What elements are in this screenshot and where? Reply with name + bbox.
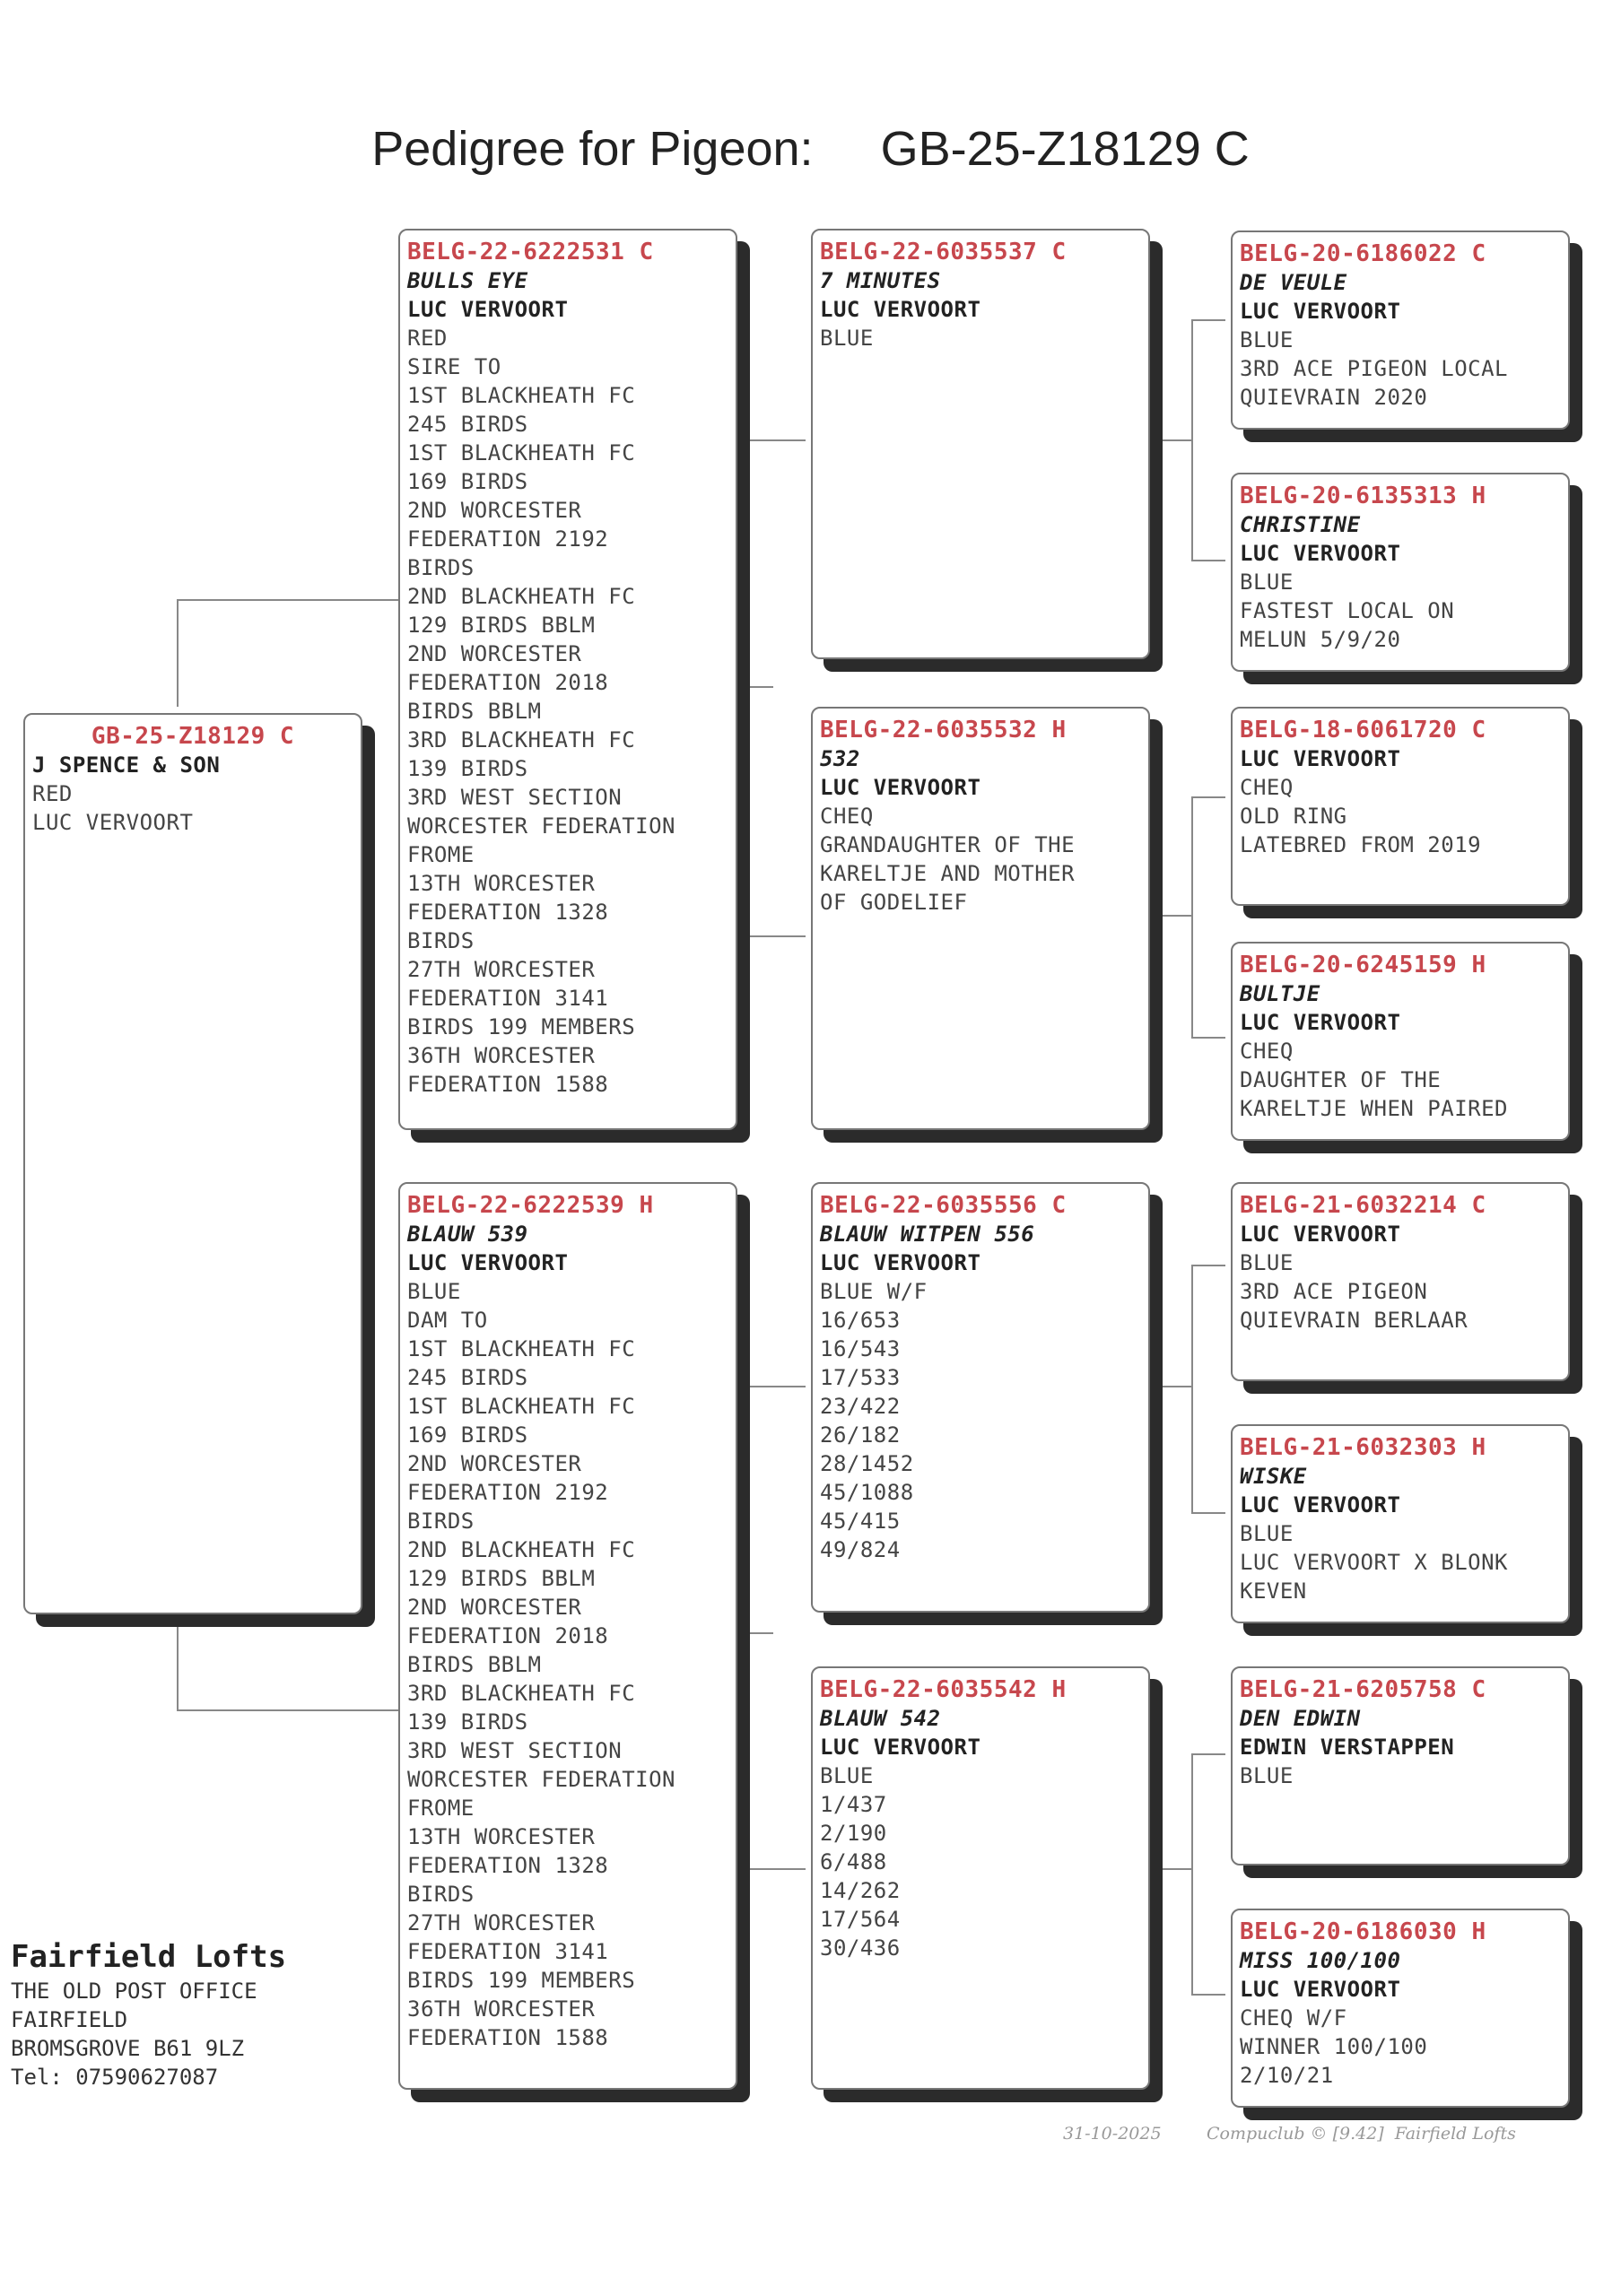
pigeon-name: DE VEULE: [1240, 270, 1347, 295]
sire-card: [398, 229, 737, 1130]
note-line: BIRDS 199 MEMBERS: [407, 1968, 636, 1993]
connector: [746, 686, 773, 688]
grandsire-card: [811, 1182, 1150, 1613]
note-line: 14/262: [820, 1878, 901, 1903]
note-line: FEDERATION 2192: [407, 1480, 609, 1505]
note-line: 2ND WORCESTER: [407, 1451, 582, 1476]
connector: [1191, 560, 1225, 561]
breeder: LUC VERVOORT: [407, 297, 569, 322]
phone-line: Tel: 07590627087: [11, 2065, 219, 2090]
breeder: LUC VERVOORT: [407, 1250, 569, 1275]
note-line: GRANDAUGHTER OF THE: [820, 832, 1076, 857]
note-line: 36TH WORCESTER: [407, 1043, 596, 1068]
ring-number: BELG-22-6222539 H: [407, 1192, 654, 1219]
great-grandparent-card: [1231, 942, 1570, 1141]
note-line: FEDERATION 1328: [407, 1853, 609, 1878]
connector: [1191, 1512, 1225, 1514]
note-line: 1ST BLACKHEATH FC: [407, 440, 636, 465]
note-line: DAM TO: [407, 1308, 488, 1333]
owner: J SPENCE & SON: [32, 752, 221, 778]
note-line: BLUE: [1240, 1521, 1294, 1546]
note-line: 2ND WORCESTER: [407, 641, 582, 666]
ring-number: BELG-22-6035537 C: [820, 239, 1067, 265]
ring-number: BELG-22-6035532 H: [820, 717, 1067, 744]
note-line: 169 BIRDS: [407, 469, 528, 494]
note-line: KEVEN: [1240, 1578, 1307, 1604]
subject-card: [23, 713, 362, 1614]
note-line: 16/653: [820, 1308, 901, 1333]
ring-number: BELG-22-6222531 C: [407, 239, 654, 265]
pigeon-name: 532: [820, 746, 860, 771]
note-line: 3RD ACE PIGEON LOCAL: [1240, 356, 1508, 381]
connector: [746, 1632, 773, 1634]
note-line: 1ST BLACKHEATH FC: [407, 1394, 636, 1419]
dam-card: [398, 1182, 737, 2090]
note-line: BIRDS: [407, 1882, 475, 1907]
great-grandparent-card: [1231, 1909, 1570, 2108]
note-line: 1/437: [820, 1792, 887, 1817]
note-line: 27TH WORCESTER: [407, 957, 596, 982]
pigeon-name: BLAUW 542: [820, 1706, 941, 1731]
great-grandparent-card: [1231, 1182, 1570, 1381]
note-line: BLUE: [1240, 1250, 1294, 1275]
note-line: 45/415: [820, 1509, 901, 1534]
note-line: 2/10/21: [1240, 2063, 1334, 2088]
note-line: FEDERATION 2192: [407, 526, 609, 552]
note-line: BLUE: [1240, 327, 1294, 352]
note-line: 245 BIRDS: [407, 1365, 528, 1390]
note-line: OLD RING: [1240, 804, 1347, 829]
note-line: BIRDS: [407, 555, 475, 580]
breeder: EDWIN VERSTAPPEN: [1240, 1735, 1455, 1760]
ring-number: BELG-20-6135313 H: [1240, 483, 1486, 509]
ring-number: BELG-21-6032214 C: [1240, 1192, 1486, 1219]
address-line: FAIRFIELD: [11, 2007, 128, 2032]
note-line: WINNER 100/100: [1240, 2034, 1428, 2059]
note-line: FASTEST LOCAL ON: [1240, 598, 1455, 623]
note-line: WORCESTER FEDERATION: [407, 1767, 675, 1792]
connector: [1191, 1037, 1225, 1039]
note-line: LUC VERVOORT X BLONK: [1240, 1550, 1508, 1575]
breeder: LUC VERVOORT: [820, 297, 981, 322]
ring-number: BELG-18-6061720 C: [1240, 717, 1486, 744]
connector: [177, 599, 398, 601]
note-line: 27TH WORCESTER: [407, 1910, 596, 1935]
connector: [1163, 439, 1193, 441]
note-line: 17/564: [820, 1907, 901, 1932]
great-grandparent-card: [1231, 1424, 1570, 1623]
note-line: 28/1452: [820, 1451, 914, 1476]
note-line: 3RD WEST SECTION: [407, 785, 623, 810]
note-line: BLUE W/F: [820, 1279, 928, 1304]
note-line: 3RD BLACKHEATH FC: [407, 1681, 636, 1706]
note-line: 2ND WORCESTER: [407, 498, 582, 523]
note-line: 129 BIRDS BBLM: [407, 1566, 596, 1591]
note-line: BLUE: [1240, 1763, 1294, 1788]
connector: [746, 1386, 748, 1870]
note-line: BLUE: [820, 1763, 874, 1788]
note-line: DAUGHTER OF THE: [1240, 1067, 1442, 1092]
note-line: 17/533: [820, 1365, 901, 1390]
ring-number: BELG-22-6035556 C: [820, 1192, 1067, 1219]
note-line: OF GODELIEF: [820, 890, 968, 915]
note-line: 2ND WORCESTER: [407, 1595, 582, 1620]
note-line: BIRDS 199 MEMBERS: [407, 1014, 636, 1039]
connector: [746, 439, 748, 937]
great-grandparent-card: [1231, 707, 1570, 906]
note-line: FEDERATION 3141: [407, 1939, 609, 1964]
connector: [746, 935, 806, 937]
connector: [746, 1386, 806, 1387]
note-line: 1ST BLACKHEATH FC: [407, 1336, 636, 1361]
note-line: MELUN 5/9/20: [1240, 627, 1401, 652]
note-line: CHEQ: [820, 804, 874, 829]
note-line: BLUE: [820, 326, 874, 351]
connector: [177, 599, 179, 707]
note-line: FROME: [407, 842, 475, 867]
page-title: [0, 121, 1621, 177]
note-line: FEDERATION 2018: [407, 670, 609, 695]
great-grandparent-card: [1231, 230, 1570, 430]
note-line: 2/190: [820, 1821, 887, 1846]
note-line: BLUE: [407, 1279, 461, 1304]
note-line: FROME: [407, 1796, 475, 1821]
great-grandparent-card: [1231, 473, 1570, 672]
granddam-card: [811, 1666, 1150, 2090]
pigeon-name: DEN EDWIN: [1240, 1706, 1361, 1731]
note-line: 13TH WORCESTER: [407, 871, 596, 896]
note-line: RED: [407, 326, 448, 351]
breeder: LUC VERVOORT: [820, 775, 981, 800]
connector: [1191, 796, 1193, 1039]
pigeon-name: BULTJE: [1240, 981, 1320, 1006]
ring-number: BELG-20-6186030 H: [1240, 1918, 1486, 1945]
connector: [1163, 1868, 1193, 1870]
note-line: 23/422: [820, 1394, 901, 1419]
loft-name: Fairfield Lofts: [11, 1939, 287, 1975]
note-line: 139 BIRDS: [407, 1709, 528, 1735]
breeder: LUC VERVOORT: [1240, 1492, 1401, 1518]
grandsire-card: [811, 229, 1150, 659]
footer-credit: Compuclub © [9.42] Fairfield Lofts: [1207, 2124, 1516, 2144]
pigeon-name: BLAUW 539: [407, 1222, 528, 1247]
note-line: FEDERATION 1328: [407, 900, 609, 925]
note-line: BLUE: [1240, 570, 1294, 595]
loft-address: [11, 1937, 286, 2092]
note-line: BIRDS BBLM: [407, 699, 542, 724]
connector: [1191, 1265, 1225, 1266]
breeder: LUC VERVOORT: [1240, 1010, 1401, 1035]
note-line: KARELTJE WHEN PAIRED: [1240, 1096, 1508, 1121]
note-line: 36TH WORCESTER: [407, 1996, 596, 2022]
note-line: FEDERATION 3141: [407, 986, 609, 1011]
note-line: 6/488: [820, 1849, 887, 1874]
note-line: WORCESTER FEDERATION: [407, 813, 675, 839]
breeder: LUC VERVOORT: [32, 810, 194, 835]
note-line: 45/1088: [820, 1480, 914, 1505]
ring-number: BELG-22-6035542 H: [820, 1676, 1067, 1703]
note-line: 169 BIRDS: [407, 1422, 528, 1448]
breeder: LUC VERVOORT: [1240, 299, 1401, 324]
connector: [1191, 1753, 1193, 1996]
note-line: QUIEVRAIN BERLAAR: [1240, 1308, 1468, 1333]
note-line: 3RD WEST SECTION: [407, 1738, 623, 1763]
note-line: 129 BIRDS BBLM: [407, 613, 596, 638]
great-grandparent-card: [1231, 1666, 1570, 1866]
connector: [1191, 319, 1225, 321]
note-line: 16/543: [820, 1336, 901, 1361]
address-line: THE OLD POST OFFICE: [11, 1979, 257, 2004]
pigeon-name: CHRISTINE: [1240, 512, 1361, 537]
title-ring: GB-25-Z18129 C: [880, 122, 1250, 176]
note-line: 245 BIRDS: [407, 412, 528, 437]
colour: RED: [32, 781, 73, 806]
ring-number: BELG-20-6186022 C: [1240, 240, 1486, 267]
note-line: 1ST BLACKHEATH FC: [407, 383, 636, 408]
connector: [1191, 1265, 1193, 1514]
granddam-card: [811, 707, 1150, 1130]
connector: [1163, 915, 1193, 917]
note-line: CHEQ W/F: [1240, 2005, 1347, 2031]
note-line: 3RD ACE PIGEON: [1240, 1279, 1428, 1304]
breeder: LUC VERVOORT: [1240, 1222, 1401, 1247]
note-line: FEDERATION 1588: [407, 2025, 609, 2050]
breeder: LUC VERVOORT: [1240, 746, 1401, 771]
connector: [177, 1614, 179, 1710]
connector: [746, 439, 806, 441]
connector: [1191, 1753, 1225, 1755]
title-label: Pedigree for Pigeon:: [371, 122, 814, 176]
note-line: CHEQ: [1240, 775, 1294, 800]
note-line: QUIEVRAIN 2020: [1240, 385, 1428, 410]
connector: [177, 1709, 398, 1711]
ring-number: BELG-21-6205758 C: [1240, 1676, 1486, 1703]
note-line: 49/824: [820, 1537, 901, 1562]
note-line: 26/182: [820, 1422, 901, 1448]
note-line: BIRDS BBLM: [407, 1652, 542, 1677]
pigeon-name: 7 MINUTES: [820, 268, 941, 293]
note-line: FEDERATION 1588: [407, 1072, 609, 1097]
connector: [746, 1868, 806, 1870]
note-line: LATEBRED FROM 2019: [1240, 832, 1482, 857]
ring-number: GB-25-Z18129 C: [91, 723, 295, 750]
note-line: 2ND BLACKHEATH FC: [407, 1537, 636, 1562]
pigeon-name: BULLS EYE: [407, 268, 528, 293]
breeder: LUC VERVOORT: [820, 1250, 981, 1275]
note-line: BIRDS: [407, 928, 475, 953]
note-line: CHEQ: [1240, 1039, 1294, 1064]
note-line: FEDERATION 2018: [407, 1623, 609, 1648]
pigeon-name: BLAUW WITPEN 556: [820, 1222, 1035, 1247]
note-line: 3RD BLACKHEATH FC: [407, 727, 636, 752]
ring-number: BELG-20-6245159 H: [1240, 952, 1486, 978]
breeder: LUC VERVOORT: [1240, 541, 1401, 566]
note-line: SIRE TO: [407, 354, 501, 379]
note-line: 30/436: [820, 1935, 901, 1961]
ring-number: BELG-21-6032303 H: [1240, 1434, 1486, 1461]
breeder: LUC VERVOORT: [820, 1735, 981, 1760]
print-date: 31-10-2025: [1063, 2124, 1162, 2144]
pigeon-name: MISS 100/100: [1240, 1948, 1401, 1973]
connector: [1191, 796, 1225, 798]
note-line: KARELTJE AND MOTHER: [820, 861, 1076, 886]
connector: [1191, 1994, 1225, 1996]
note-line: BIRDS: [407, 1509, 475, 1534]
breeder: LUC VERVOORT: [1240, 1977, 1401, 2002]
note-line: 13TH WORCESTER: [407, 1824, 596, 1849]
address-line: BROMSGROVE B61 9LZ: [11, 2036, 245, 2061]
pigeon-name: WISKE: [1240, 1464, 1307, 1489]
connector: [1163, 1386, 1193, 1387]
note-line: 139 BIRDS: [407, 756, 528, 781]
note-line: 2ND BLACKHEATH FC: [407, 584, 636, 609]
